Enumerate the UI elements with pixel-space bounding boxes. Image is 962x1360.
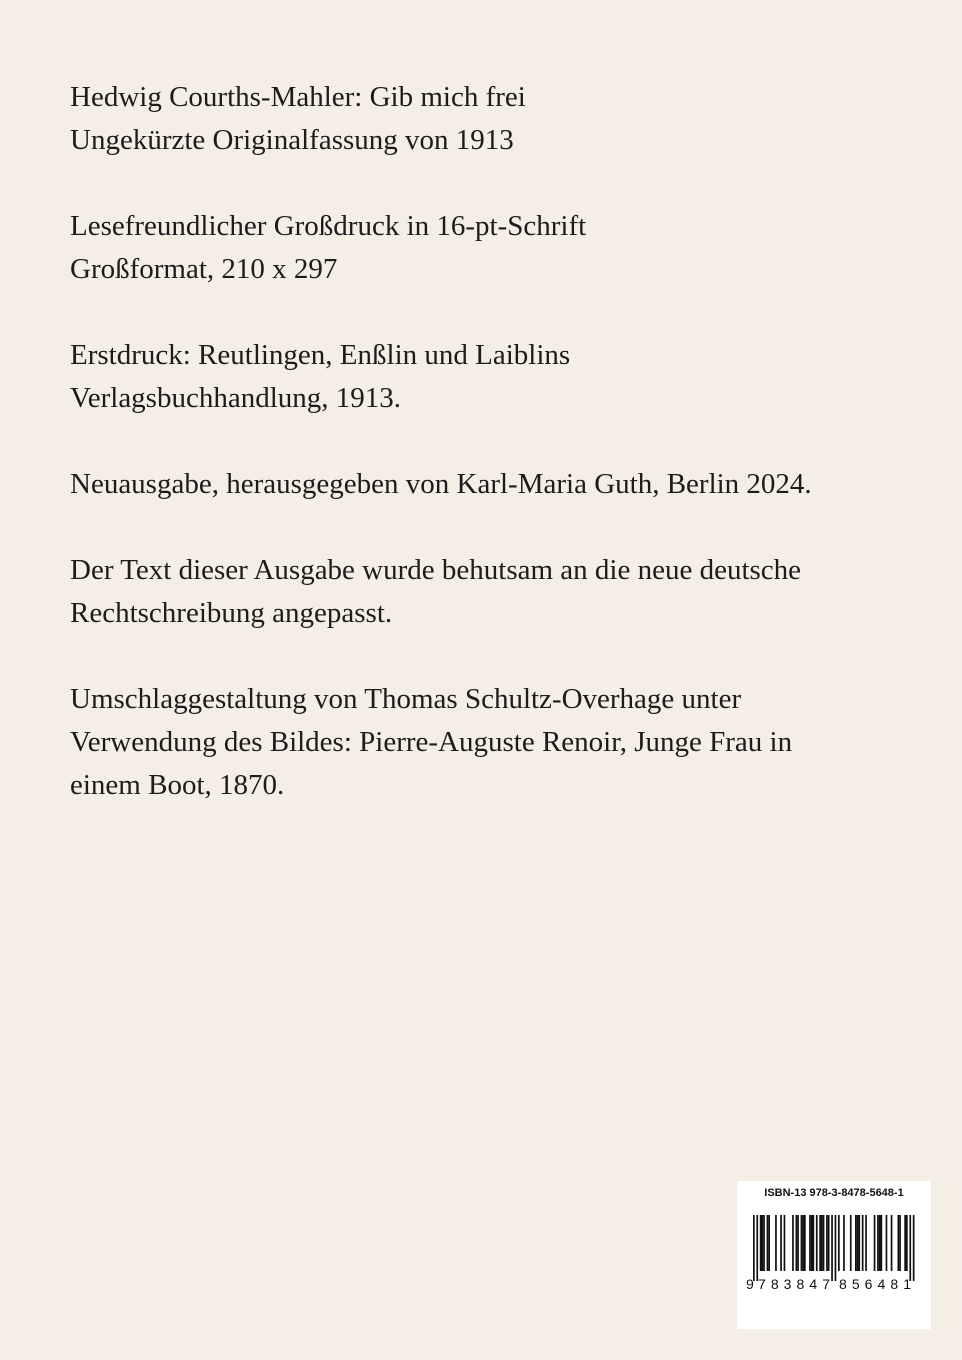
barcode-bar (877, 1215, 879, 1271)
barcode-bar (819, 1215, 821, 1271)
barcode-bar (784, 1215, 786, 1271)
barcode-bar (816, 1215, 818, 1271)
barcode-right-digits: 856481 (839, 1276, 911, 1292)
barcode-bar (809, 1215, 811, 1271)
barcode-first-digit: 9 (746, 1276, 754, 1292)
cover-credit-line-3: einem Boot, 1870. (70, 769, 285, 801)
barcode-bar (862, 1215, 864, 1271)
barcode-bar (843, 1215, 845, 1271)
barcode-panel (737, 1181, 931, 1329)
barcode-bar (802, 1215, 804, 1271)
title-paragraph (70, 76, 920, 162)
barcode-bar (775, 1215, 777, 1271)
barcode-bar (865, 1215, 867, 1271)
barcode-bar (760, 1215, 762, 1271)
barcode-bar (886, 1215, 888, 1271)
barcode-bar (767, 1215, 769, 1271)
edition-line: Ungekürzte Originalfassung von 1913 (70, 124, 514, 156)
barcode-bar (826, 1215, 828, 1271)
barcode-bar (801, 1215, 803, 1271)
cover-credit-line-2: Verwendung des Bildes: Pierre-Auguste Renoir, Junge Frau in (70, 726, 793, 758)
barcode-bar (855, 1215, 857, 1271)
barcode-bar (828, 1215, 830, 1271)
new-edition-line: Neuausgabe, herausgegeben von Karl-Maria Guth, Berlin 2024. (70, 468, 812, 500)
orthography-line-2: Rechtschreibung angepasst. (70, 597, 393, 629)
barcode-bar (792, 1215, 794, 1271)
barcode-bar (811, 1215, 813, 1271)
print-size-line: Lesefreundlicher Großdruck in 16-pt-Schrift (70, 210, 587, 242)
imprint-text (70, 76, 920, 850)
barcode-bar (891, 1215, 893, 1271)
barcode-guard-bar (753, 1215, 755, 1281)
barcode-bar (813, 1215, 815, 1271)
format-line: Großformat, 210 x 297 (70, 253, 338, 285)
barcode-guard-bar (756, 1215, 758, 1281)
barcode-bar (899, 1215, 901, 1271)
barcode-bar (898, 1215, 900, 1271)
barcode-bar (874, 1215, 876, 1271)
barcode-bar (850, 1215, 852, 1271)
barcode-guard-bar (835, 1215, 837, 1281)
barcode-bar (763, 1215, 765, 1271)
barcode-bar (823, 1215, 825, 1271)
barcode-guard-bar (909, 1215, 911, 1281)
barcode-graphic (737, 1181, 931, 1329)
new-edition-paragraph (70, 463, 920, 506)
barcode-bar (804, 1215, 806, 1271)
barcode-bar (879, 1215, 881, 1271)
orthography-paragraph (70, 549, 920, 635)
barcode-bar (858, 1215, 860, 1271)
first-print-line-2: Verlagsbuchhandlung, 1913. (70, 382, 402, 414)
barcode-bars (753, 1215, 915, 1281)
barcode-bar (857, 1215, 859, 1271)
barcode-bar (821, 1215, 823, 1271)
title-line: Hedwig Courths-Mahler: Gib mich frei (70, 81, 526, 113)
format-paragraph (70, 205, 920, 291)
isbn-label: ISBN-13 978-3-8478-5648-1 (764, 1187, 904, 1199)
barcode-bar (906, 1215, 908, 1271)
orthography-line-1: Der Text dieser Ausgabe wurde behutsam an die neue deutsche (70, 554, 802, 586)
barcode-bar (881, 1215, 883, 1271)
barcode-guard-bar (831, 1215, 833, 1281)
cover-credit-paragraph (70, 678, 920, 807)
cover-credit-line-1: Umschlaggestaltung von Thomas Schultz-Overhage unter (70, 683, 742, 715)
first-print-line-1: Erstdruck: Reutlingen, Enßlin und Laiblins (70, 339, 571, 371)
barcode-guard-bar (913, 1215, 915, 1281)
barcode-bar (797, 1215, 799, 1271)
barcode-bar (780, 1215, 782, 1271)
barcode-left-digits: 783847 (758, 1276, 830, 1292)
first-print-paragraph (70, 334, 920, 420)
barcode-bar (762, 1215, 764, 1271)
barcode-bar (904, 1215, 906, 1271)
barcode-bar (838, 1215, 840, 1271)
barcode-bar (796, 1215, 798, 1271)
barcode-bar (768, 1215, 770, 1271)
